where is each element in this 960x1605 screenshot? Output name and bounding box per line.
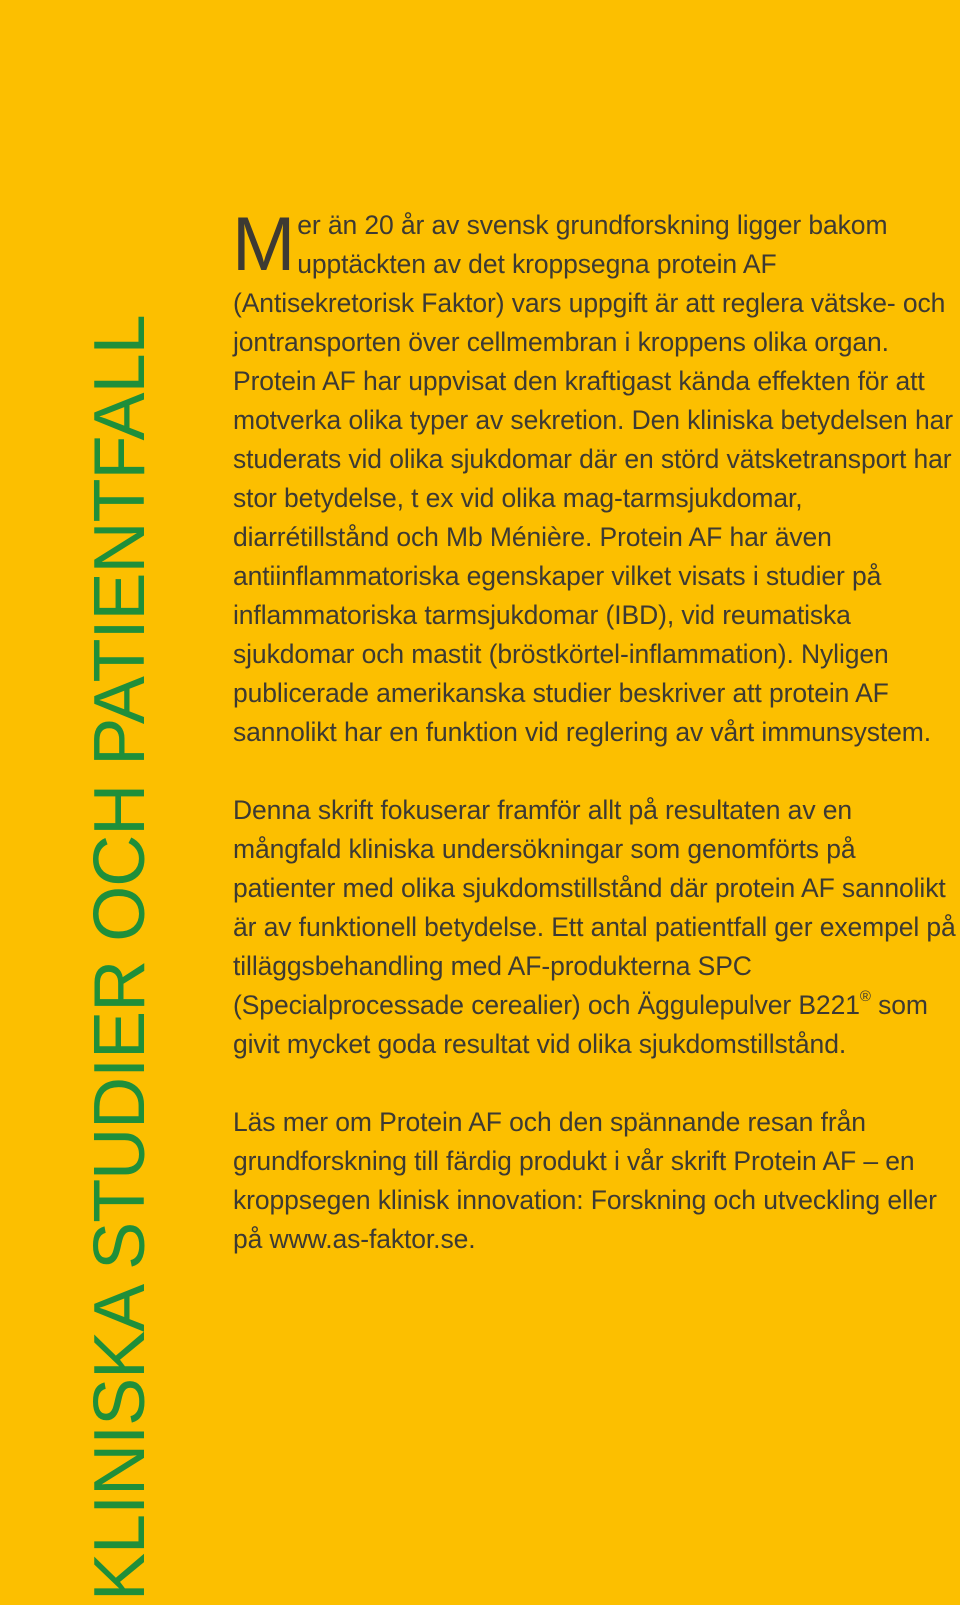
side-title: KLINISKA STUDIER OCH PATIENTFALL (80, 315, 160, 1601)
focus-paragraph-text-start: Denna skrift fokuserar framför allt på resultaten av en mångfald kliniska undersökningar som genomförts på patienter med olika sjukdomstillstånd där protein AF sannolikt är av funktionell betydelse. Ett antal patientfall ger exempel på tilläggsbehandling med AF-produkterna SPC (Specialprocessade cerealier) och Äggulepulver B221 (233, 795, 956, 1020)
body-text (232, 202, 960, 1298)
focus-paragraph-text-end: som givit mycket goda resultat vid olika sjukdomstillstånd. (233, 990, 928, 1059)
read-more-paragraph: Läs mer om Protein AF och den spännande resan från grundforskning till färdig produkt i vår skrift Protein AF – en kroppsegen klinisk innovation: Forskning och utveckling eller på www.as-faktor.se. (233, 1107, 937, 1254)
drop-cap: M (232, 202, 296, 287)
focus-paragraph (233, 791, 960, 1064)
intro-paragraph (232, 202, 960, 752)
registered-mark: ® (859, 988, 871, 1005)
intro-paragraph-text: er än 20 år av svensk grundforskning ligger bakom upptäckten av det kroppsegna protein AF (Antisekretorisk Faktor) vars uppgift är att reglera vätske- och jontransporten över cellmembran i kroppens olika organ. Protein AF har uppvisat den kraftigast kända effekten för att motverka olika typer av sekretion. Den kliniska betydelsen har studerats vid olika sjukdomar där en störd vätsketransport har stor betydelse, t ex vid olika mag-tarmsjukdomar, diarrétillstånd och Mb Ménière. Protein AF har även antiinflammatoriska egenskaper vilket visats i studier på inflammatoriska tarmsjukdomar (IBD), vid reumatiska sjukdomar och mastit (bröstkörtel-inflammation). Nyligen publicerade amerikanska studier beskriver att protein AF sannolikt har en funktion vid reglering av vårt immunsystem. (233, 210, 953, 747)
